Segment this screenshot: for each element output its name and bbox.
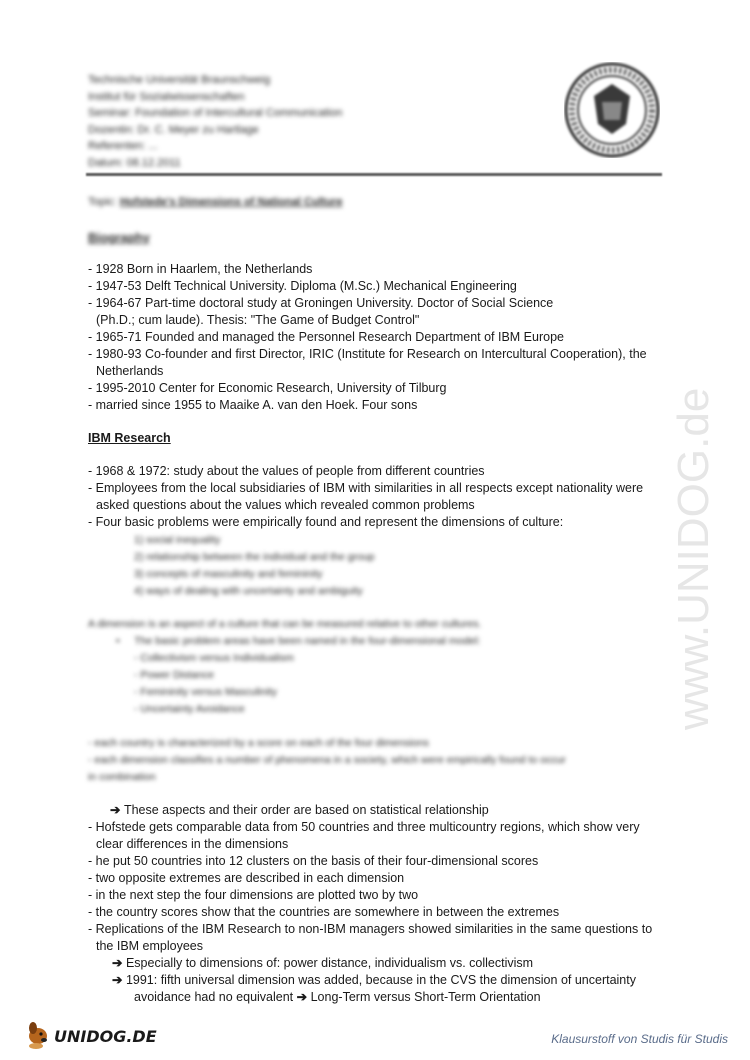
ibm-list	[88, 463, 668, 531]
list-item: - Collectivism versus Individualism	[134, 652, 294, 664]
list-item: 1991: fifth universal dimension was added, because in the CVS the dimension of uncertainty	[125, 973, 636, 987]
watermark	[660, 280, 740, 740]
list-item: - the country scores show that the countries are somewhere in between the extremes	[88, 905, 560, 919]
watermark-text: www.UNIDOG.de	[669, 387, 718, 730]
arrow-right-icon: ➔	[112, 956, 126, 970]
list-item: - Hofstede gets comparable data from 50 countries and three multicountry regions, which show very	[88, 820, 640, 834]
list-item: The basic problem areas have been named in the four-dimensional model:	[134, 635, 481, 647]
arrow-right-icon: ➔	[112, 973, 126, 987]
list-item: - 1980-93 Co-founder and first Director, IRIC (Institute for Research on Intercultural Cooperation), the	[88, 347, 647, 361]
header-line: Datum: 08.12.2011	[88, 156, 181, 169]
list-item: in combination	[88, 771, 156, 783]
list-item: - each country is characterized by a score on each of the four dimensions	[88, 737, 429, 749]
topic-label: Topic:	[88, 196, 117, 208]
list-item: - he put 50 countries into 12 clusters on the basis of their four-dimensional scores	[88, 854, 539, 868]
header-line: Institut für Sozialwissenschaften	[88, 90, 245, 103]
list-item: - Power Distance	[134, 669, 214, 681]
list-item: - 1964-67 Part-time doctoral study at Groningen University. Doctor of Social Science	[88, 296, 554, 310]
list-item: 2) relationship between the individual and the group	[134, 551, 375, 563]
arrow-note-text: These aspects and their order are based on statistical relationship	[123, 803, 489, 817]
list-item: 1) social inequality	[134, 534, 221, 546]
biography-title: Biography	[88, 231, 150, 245]
document-header	[88, 72, 548, 171]
footer-tagline: Klausurstoff von Studis für Studis	[551, 1032, 728, 1046]
logo-text: UNIDOG.DE	[54, 1027, 157, 1046]
list-item: - 1968 & 1972: study about the values of people from different countries	[88, 464, 485, 478]
header-rule	[86, 173, 662, 176]
list-item: - Femininity versus Masculinity	[134, 686, 277, 698]
arrow-right-icon: ➔	[296, 990, 308, 1004]
list-item: - in the next step the four dimensions are plotted two by two	[88, 888, 419, 902]
ibm-research-title: IBM Research	[88, 431, 171, 445]
topic-title: Hofstede's Dimensions of National Culture	[119, 196, 343, 208]
list-item: - Four basic problems were empirically found and represent the dimensions of culture:	[88, 515, 564, 529]
problems-list	[134, 532, 714, 600]
arrow-right-icon: ➔	[110, 803, 124, 817]
list-item: - 1995-2010 Center for Economic Research, University of Tilburg	[88, 381, 447, 395]
list-item: - two opposite extremes are described in each dimension	[88, 871, 405, 885]
list-item: Long-Term versus Short-Term Orientation	[310, 990, 541, 1004]
list-item: - Employees from the local subsidiaries of IBM with similarities in all respects except nationality were	[88, 481, 644, 495]
blurred-notes	[88, 735, 668, 786]
dimension-definition: A dimension is an aspect of a culture that can be measured relative to other cultures.	[88, 618, 482, 630]
header-line: Seminar: Foundation of Intercultural Communication	[88, 107, 343, 119]
list-item: - married since 1955 to Maaike A. van den Hoek. Four sons	[88, 398, 418, 412]
header-line: Dozentin: Dr. C. Meyer zu Hartlage	[88, 123, 259, 136]
university-seal-icon	[564, 62, 660, 158]
list-item: - 1928 Born in Haarlem, the Netherlands	[88, 262, 313, 276]
list-item: clear differences in the dimensions	[96, 837, 289, 851]
list-item: asked questions about the values which revealed common problems	[96, 498, 475, 512]
list-item: (Ph.D.; cum laude). Thesis: "The Game of Budget Control"	[96, 313, 420, 327]
list-item: - Replications of the IBM Research to non-IBM managers showed similarities in the same questions to	[88, 922, 653, 936]
dimension-bullet	[116, 633, 696, 650]
list-item: - 1965-71 Founded and managed the Personnel Research Department of IBM Europe	[88, 330, 564, 344]
list-item: - Uncertainty Avoidance	[134, 703, 245, 715]
unidog-logo[interactable]	[24, 1016, 164, 1050]
header-line: Referenten: ...	[88, 140, 158, 152]
list-item: 3) concepts of masculinity and femininity	[134, 568, 323, 580]
list-item: - 1947-53 Delft Technical University. Diploma (M.Sc.) Mechanical Engineering	[88, 279, 517, 293]
list-item: avoidance had no equivalent	[134, 990, 294, 1004]
bullet-icon: •	[116, 635, 135, 647]
topic-line	[88, 196, 342, 208]
list-item: - each dimension classifies a number of phenomena in a society, which were empirically found to occur	[88, 754, 566, 766]
biography-list	[88, 261, 668, 414]
list-item: Netherlands	[96, 364, 164, 378]
arrow-note	[110, 802, 690, 819]
dog-icon	[29, 1022, 47, 1049]
list-item: 4) ways of dealing with uncertainty and ambiguity	[134, 585, 363, 597]
header-line: Technische Universität Braunschweig	[88, 74, 271, 86]
ibm-findings	[88, 819, 668, 955]
arrow-items	[112, 955, 692, 1006]
list-item: the IBM employees	[96, 939, 203, 953]
list-item: Especially to dimensions of: power distance, individualism vs. collectivism	[125, 956, 534, 970]
dimension-items	[134, 650, 714, 718]
